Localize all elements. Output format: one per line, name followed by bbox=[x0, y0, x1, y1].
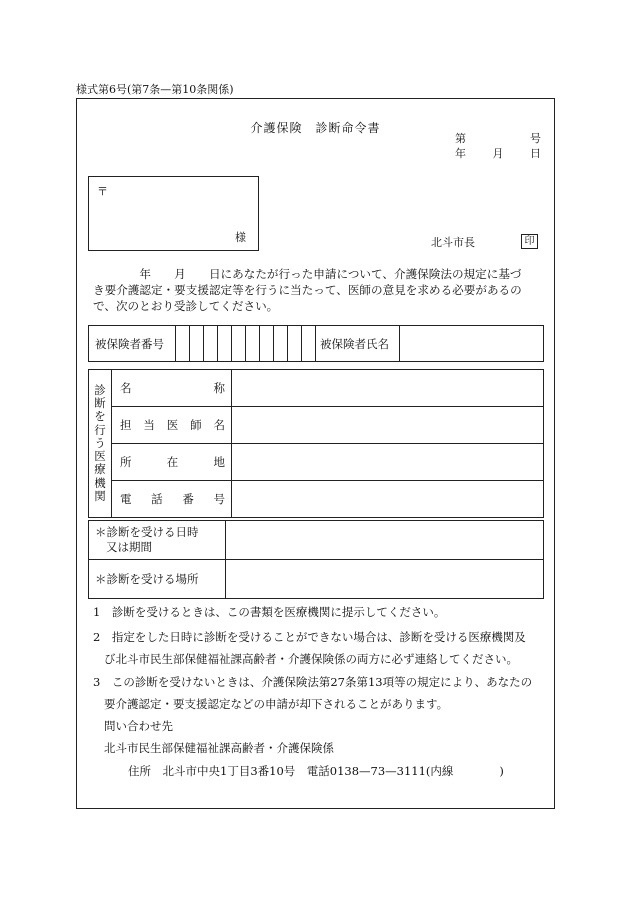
document-number-line bbox=[455, 133, 541, 144]
insured-number-label: 被保険者番号 bbox=[89, 326, 176, 362]
form-number-label: 様式第6号(第7条—第10条関係) bbox=[76, 83, 234, 96]
note-2b: び北斗市民生部保健福祉課高齢者・介護保険係の両方に必ず連絡してください。 bbox=[104, 652, 518, 666]
contact-heading: 問い合わせ先 bbox=[104, 719, 173, 733]
document-title: 介護保険 診断命令書 bbox=[250, 121, 381, 135]
insured-digit-box[interactable] bbox=[176, 326, 190, 362]
document-date-line bbox=[455, 148, 541, 159]
insured-digit-box[interactable] bbox=[246, 326, 260, 362]
institution-name-label: 名 称 bbox=[112, 370, 232, 407]
body-line: 年 月 日にあなたが行った申請について、介護保険法の規定に基づ bbox=[93, 267, 522, 281]
contact-office: 北斗市民生部保健福祉課高齢者・介護保険係 bbox=[104, 741, 334, 755]
date-year: 年 bbox=[455, 147, 466, 160]
exam-place-label: ＊診断を受ける場所 bbox=[89, 560, 226, 599]
insured-table bbox=[88, 325, 544, 362]
insured-digit-box[interactable] bbox=[204, 326, 218, 362]
contact-address: 住所 北斗市中央1丁目3番10号 電話0138—73—3111(内線 ) bbox=[128, 764, 504, 778]
phone-label: 電 話 番 号 bbox=[112, 481, 232, 518]
note-2a: 2 指定をした日時に診断を受けることができない場合は、診断を受ける医療機関及 bbox=[93, 630, 526, 644]
insured-digit-box[interactable] bbox=[274, 326, 288, 362]
insured-digit-box[interactable] bbox=[190, 326, 204, 362]
insured-name-label: 被保険者氏名 bbox=[316, 326, 400, 362]
number-dai: 第 bbox=[455, 132, 466, 145]
note-3a: 3 この診断を受けないときは、介護保険法第27条第13項等の規定により、あなたの bbox=[93, 675, 533, 689]
doctor-name-field[interactable] bbox=[232, 407, 544, 444]
body-line: き要介護認定・要支援認定等を行うに当たって、医師の意見を求める必要があるの bbox=[93, 283, 522, 297]
address-field[interactable] bbox=[232, 444, 544, 481]
date-day: 日 bbox=[530, 147, 541, 160]
insured-digit-box[interactable] bbox=[218, 326, 232, 362]
issuer-mayor: 北斗市長 bbox=[431, 236, 475, 249]
institution-name-field[interactable] bbox=[232, 370, 544, 407]
insured-digit-box[interactable] bbox=[232, 326, 246, 362]
insured-name-field[interactable] bbox=[400, 326, 544, 362]
date-month: 月 bbox=[492, 147, 504, 160]
recipient-honorific: 様 bbox=[235, 231, 246, 244]
doctor-name-label: 担 当 医 師 名 bbox=[112, 407, 232, 444]
note-1: 1 診断を受けるときは、この書類を医療機関に提示してください。 bbox=[93, 605, 446, 619]
address-label: 所 在 地 bbox=[112, 444, 232, 481]
insured-digit-box[interactable] bbox=[302, 326, 316, 362]
body-line: で、次のとおり受診してください。 bbox=[93, 299, 279, 313]
exam-place-field[interactable] bbox=[226, 560, 544, 599]
phone-field[interactable] bbox=[232, 481, 544, 518]
official-seal-box: 印 bbox=[521, 234, 538, 249]
recipient-address-box[interactable] bbox=[88, 176, 259, 251]
number-go: 号 bbox=[530, 132, 541, 145]
body-paragraph bbox=[93, 266, 551, 314]
medical-institution-table bbox=[88, 369, 544, 518]
insured-digit-box[interactable] bbox=[288, 326, 302, 362]
note-3b: 要介護認定・要支援認定などの申請が却下されることがあります。 bbox=[104, 697, 449, 711]
postal-mark: 〒 bbox=[97, 185, 108, 198]
exam-datetime-label: ＊診断を受ける日時 又は期間 bbox=[89, 521, 226, 560]
medical-institution-side-label: 診 断 を 行 う 医 療 機 関 bbox=[89, 370, 112, 518]
exam-datetime-field[interactable] bbox=[226, 521, 544, 560]
insured-digit-box[interactable] bbox=[260, 326, 274, 362]
exam-schedule-table bbox=[88, 520, 544, 599]
